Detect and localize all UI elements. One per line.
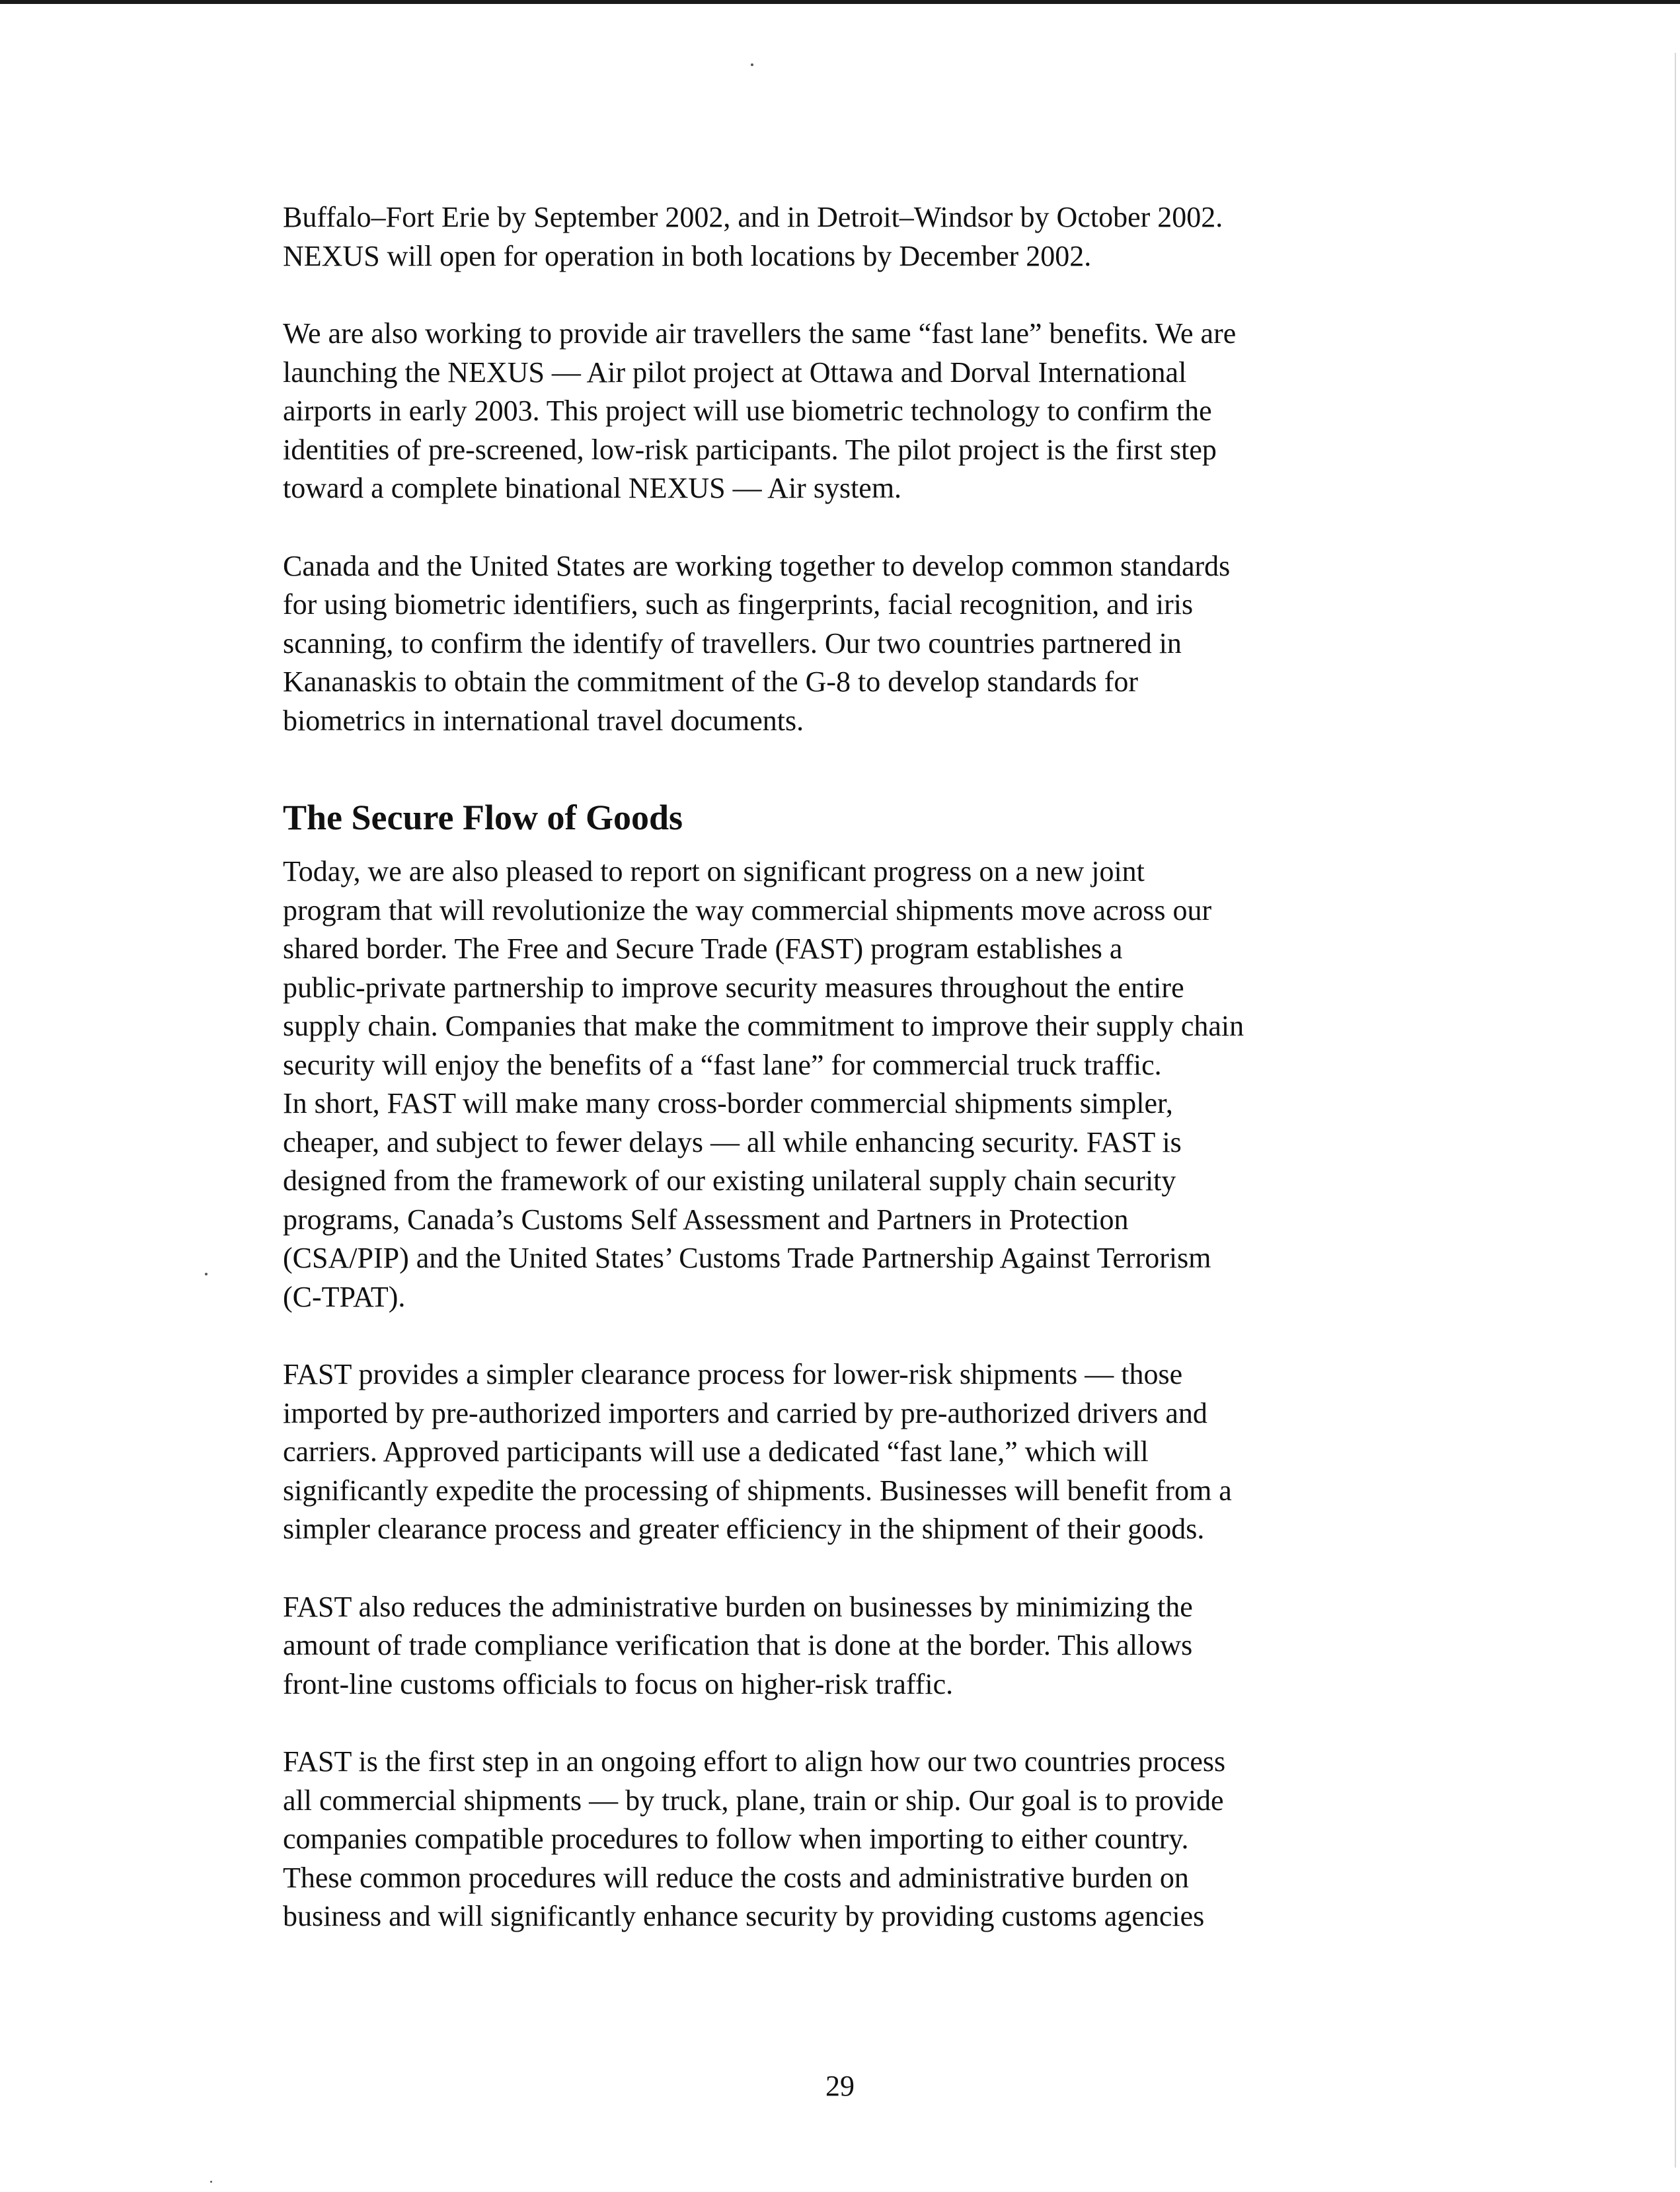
text-line: imported by pre-authorized importers and carried by pre-authorized drivers and bbox=[283, 1396, 1207, 1429]
text-line: FAST provides a simpler clearance process for lower-risk shipments — those bbox=[283, 1358, 1183, 1390]
text-line: front-line customs officials to focus on higher-risk traffic. bbox=[283, 1667, 954, 1700]
page-number: 29 bbox=[825, 2070, 855, 2102]
scan-right-edge bbox=[1675, 53, 1676, 2168]
text-line: NEXUS will open for operation in both locations by December 2002. bbox=[283, 239, 1092, 272]
text-line: biometrics in international travel documents. bbox=[283, 704, 804, 737]
text-line: amount of trade compliance verification that is done at the border. This allows bbox=[283, 1629, 1193, 1661]
text-line: business and will significantly enhance security by providing customs agencies bbox=[283, 1900, 1205, 1932]
paragraph bbox=[283, 1743, 1406, 1936]
paragraph bbox=[283, 547, 1406, 741]
text-line: for using biometric identifiers, such as fingerprints, facial recognition, and iris bbox=[283, 588, 1194, 621]
text-line: companies compatible procedures to follow when importing to either country. bbox=[283, 1823, 1189, 1855]
text-line: supply chain. Companies that make the commitment to improve their supply chain bbox=[283, 1010, 1244, 1042]
text-line: scanning, to confirm the identify of travellers. Our two countries partnered in bbox=[283, 626, 1182, 660]
paragraph bbox=[283, 315, 1406, 508]
scan-speck bbox=[210, 2181, 212, 2183]
section-heading: The Secure Flow of Goods bbox=[283, 798, 683, 837]
paragraph bbox=[283, 852, 1406, 1316]
section-paragraphs bbox=[283, 852, 1406, 1936]
text-line: public-private partnership to improve security measures throughout the entire bbox=[283, 971, 1184, 1004]
document-body bbox=[283, 198, 1406, 1936]
text-line: toward a complete binational NEXUS — Air system. bbox=[283, 472, 902, 504]
text-line: Today, we are also pleased to report on significant progress on a new joint bbox=[283, 855, 1145, 888]
text-line: FAST is the first step in an ongoing effort to align how our two countries process bbox=[283, 1745, 1226, 1778]
scan-speck bbox=[205, 1273, 208, 1275]
text-line: (CSA/PIP) and the United States’ Customs Trade Partnership Against Terrorism bbox=[283, 1242, 1211, 1274]
paragraph bbox=[283, 1355, 1406, 1549]
intro-paragraphs bbox=[283, 198, 1406, 740]
text-line: (C-TPAT). bbox=[283, 1280, 406, 1313]
text-line: simpler clearance process and greater efficiency in the shipment of their goods. bbox=[283, 1513, 1205, 1545]
text-line: launching the NEXUS — Air pilot project at Ottawa and Dorval International bbox=[283, 356, 1187, 389]
text-line: designed from the framework of our existing unilateral supply chain security bbox=[283, 1164, 1176, 1197]
text-line: Buffalo–Fort Erie by September 2002, and in Detroit–Windsor by October 2002. bbox=[283, 201, 1223, 233]
text-line: shared border. The Free and Secure Trade (FAST) program establishes a bbox=[283, 932, 1123, 965]
text-line: all commercial shipments — by truck, plane, train or ship. Our goal is to provide bbox=[283, 1784, 1224, 1817]
text-line: These common procedures will reduce the costs and administrative burden on bbox=[283, 1861, 1189, 1894]
paragraph bbox=[283, 1588, 1406, 1704]
text-line: significantly expedite the processing of shipments. Businesses will benefit from a bbox=[283, 1474, 1232, 1507]
text-line: In short, FAST will make many cross-border commercial shipments simpler, bbox=[283, 1087, 1173, 1119]
paragraph bbox=[283, 198, 1406, 276]
text-line: FAST also reduces the administrative burden on businesses by minimizing the bbox=[283, 1590, 1193, 1623]
text-line: cheaper, and subject to fewer delays — all while enhancing security. FAST is bbox=[283, 1125, 1182, 1158]
text-line: Canada and the United States are working together to develop common standards bbox=[283, 549, 1231, 582]
text-line: airports in early 2003. This project will use biometric technology to confirm the bbox=[283, 395, 1212, 427]
text-line: Kananaskis to obtain the commitment of the G-8 to develop standards for bbox=[283, 665, 1139, 698]
text-line: programs, Canada’s Customs Self Assessment and Partners in Protection bbox=[283, 1203, 1129, 1236]
text-line: program that will revolutionize the way commercial shipments move across our bbox=[283, 893, 1212, 926]
scan-speck bbox=[751, 63, 753, 66]
text-line: identities of pre-screened, low-risk participants. The pilot project is the first step bbox=[283, 433, 1217, 466]
scan-top-border bbox=[0, 0, 1680, 4]
text-line: We are also working to provide air travellers the same “fast lane” benefits. We are bbox=[283, 317, 1237, 350]
text-line: security will enjoy the benefits of a “fast lane” for commercial truck traffic. bbox=[283, 1048, 1162, 1081]
text-line: carriers. Approved participants will use a dedicated “fast lane,” which will bbox=[283, 1435, 1149, 1468]
